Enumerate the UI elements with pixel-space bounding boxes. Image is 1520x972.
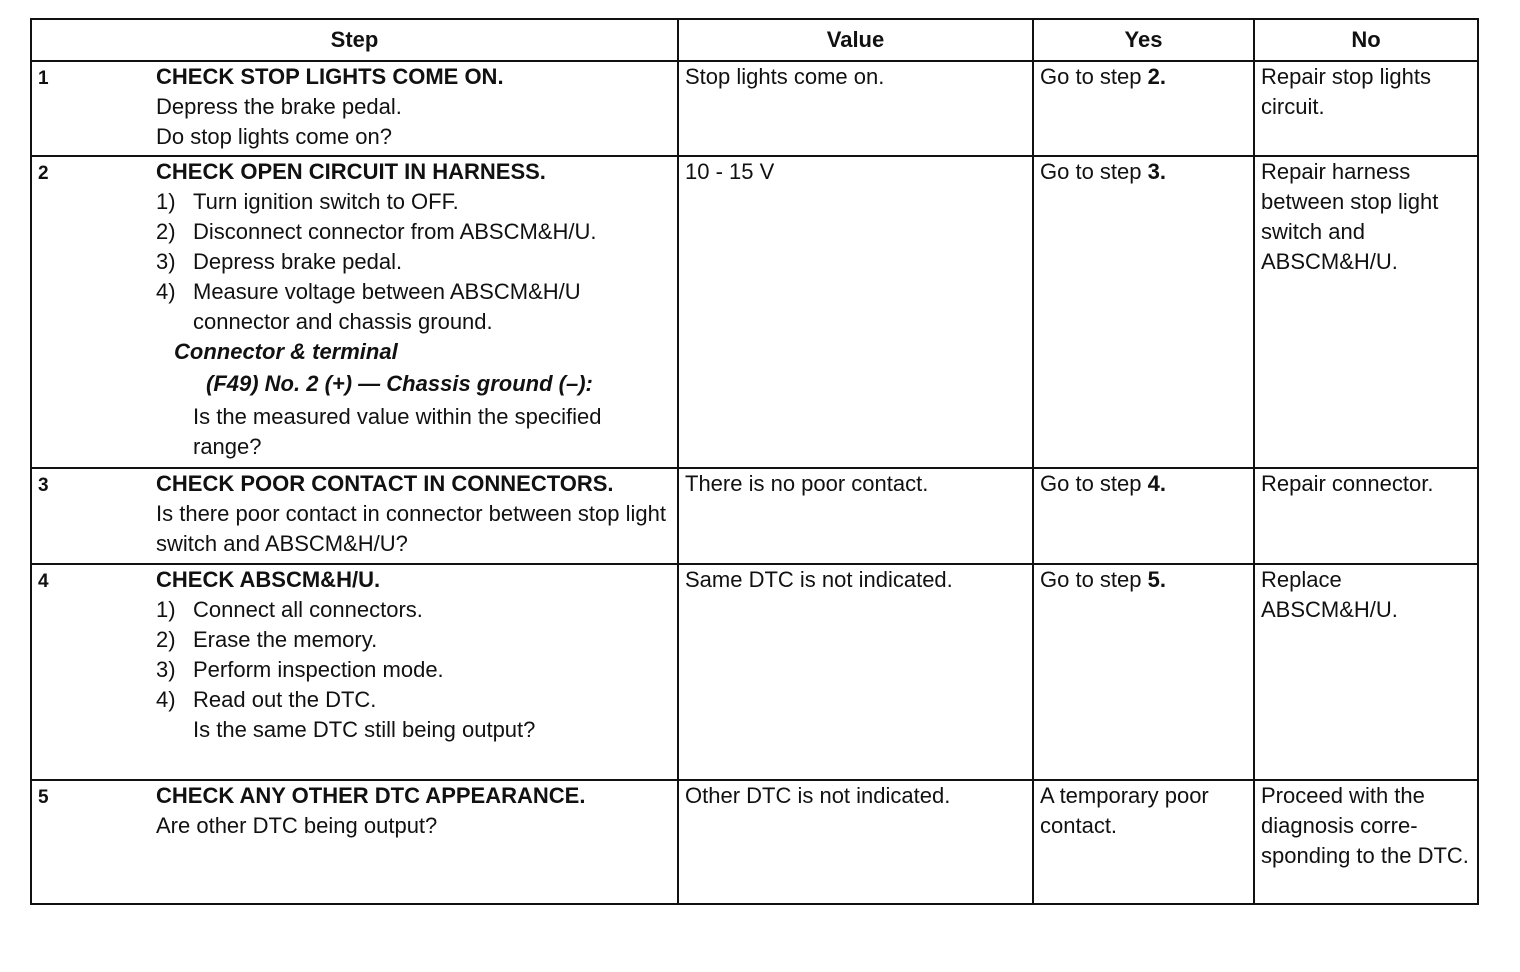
yes-step-ref: 5.: [1147, 567, 1166, 592]
yes-cell: [1033, 468, 1254, 564]
step-title: CHECK ANY OTHER DTC APPEARANCE.: [156, 783, 586, 808]
no-cell: Repair harness between stop light switch and ABSCM&H/U.: [1254, 156, 1478, 468]
step-cell: [31, 468, 678, 564]
yes-prefix: Go to step: [1040, 567, 1148, 592]
value-cell: Other DTC is not indicated.: [678, 780, 1033, 904]
sub-item: 3) Perform inspection mode.: [156, 657, 444, 682]
yes-cell: [1033, 61, 1254, 156]
sub-item: 4) Read out the DTC.: [156, 687, 377, 712]
step-title: CHECK OPEN CIRCUIT IN HARNESS.: [156, 159, 546, 184]
step-title: CHECK ABSCM&H/U.: [156, 567, 381, 592]
no-cell: Repair connector.: [1254, 468, 1478, 564]
yes-prefix: Go to step: [1040, 64, 1148, 89]
yes-step-ref: 2.: [1147, 64, 1166, 89]
header-value: Value: [678, 19, 1033, 61]
step-line: Are other DTC being output?: [156, 813, 438, 838]
no-cell: Proceed with the diagnosis corre-sponding to the DTC.: [1254, 780, 1478, 904]
step-question: Is the same DTC still being output?: [193, 717, 536, 742]
step-cell: [31, 780, 678, 904]
step-title: CHECK STOP LIGHTS COME ON.: [156, 64, 504, 89]
step-line: Is there poor contact in connector between stop light switch and ABSCM&H/U?: [156, 501, 666, 556]
step-cell: [31, 564, 678, 780]
connector-pins: (F49) No. 2 (+) — Chassis ground (–):: [206, 371, 593, 396]
sub-item: 2) Disconnect connector from ABSCM&H/U.: [156, 219, 597, 244]
value-cell: Same DTC is not indicated.: [678, 564, 1033, 780]
step-title: CHECK POOR CONTACT IN CONNECTORS.: [156, 471, 614, 496]
step-number: 2: [38, 163, 49, 184]
header-no: No: [1254, 19, 1478, 61]
sub-item: 1) Connect all connectors.: [156, 597, 423, 622]
table-row: [31, 61, 1478, 156]
sub-item: 4) Measure voltage between ABSCM&H/U connector and chassis ground.: [156, 279, 581, 334]
step-cell: [31, 156, 678, 468]
step-line: Do stop lights come on?: [156, 124, 393, 149]
yes-step-ref: 3.: [1147, 159, 1166, 184]
step-question: Is the measured value within the specified range?: [193, 404, 602, 459]
sub-item: 1) Turn ignition switch to OFF.: [156, 189, 459, 214]
step-number: 1: [38, 68, 49, 89]
header-yes: Yes: [1033, 19, 1254, 61]
yes-step-ref: 4.: [1147, 471, 1166, 496]
table-row: [31, 780, 1478, 904]
value-cell: 10 - 15 V: [678, 156, 1033, 468]
sub-item: 2) Erase the memory.: [156, 627, 378, 652]
step-cell: [31, 61, 678, 156]
table-row: [31, 564, 1478, 780]
table-row: [31, 468, 1478, 564]
yes-prefix: Go to step: [1040, 471, 1148, 496]
step-number: 4: [38, 571, 49, 592]
connector-label: Connector & terminal: [174, 339, 398, 364]
yes-cell: [1033, 156, 1254, 468]
yes-prefix: Go to step: [1040, 159, 1148, 184]
step-line: Depress the brake pedal.: [156, 94, 402, 119]
value-cell: There is no poor contact.: [678, 468, 1033, 564]
step-number: 5: [38, 787, 49, 808]
no-cell: Repair stop lights circuit.: [1254, 61, 1478, 156]
table-row: [31, 156, 1478, 468]
diagnostic-table: [30, 18, 1479, 905]
header-step: Step: [31, 19, 678, 61]
sub-item: 3) Depress brake pedal.: [156, 249, 403, 274]
step-number: 3: [38, 475, 49, 496]
yes-cell: A temporary poor contact.: [1033, 780, 1254, 904]
header-row: [31, 19, 1478, 61]
no-cell: Replace ABSCM&H/U.: [1254, 564, 1478, 780]
yes-cell: [1033, 564, 1254, 780]
value-cell: Stop lights come on.: [678, 61, 1033, 156]
